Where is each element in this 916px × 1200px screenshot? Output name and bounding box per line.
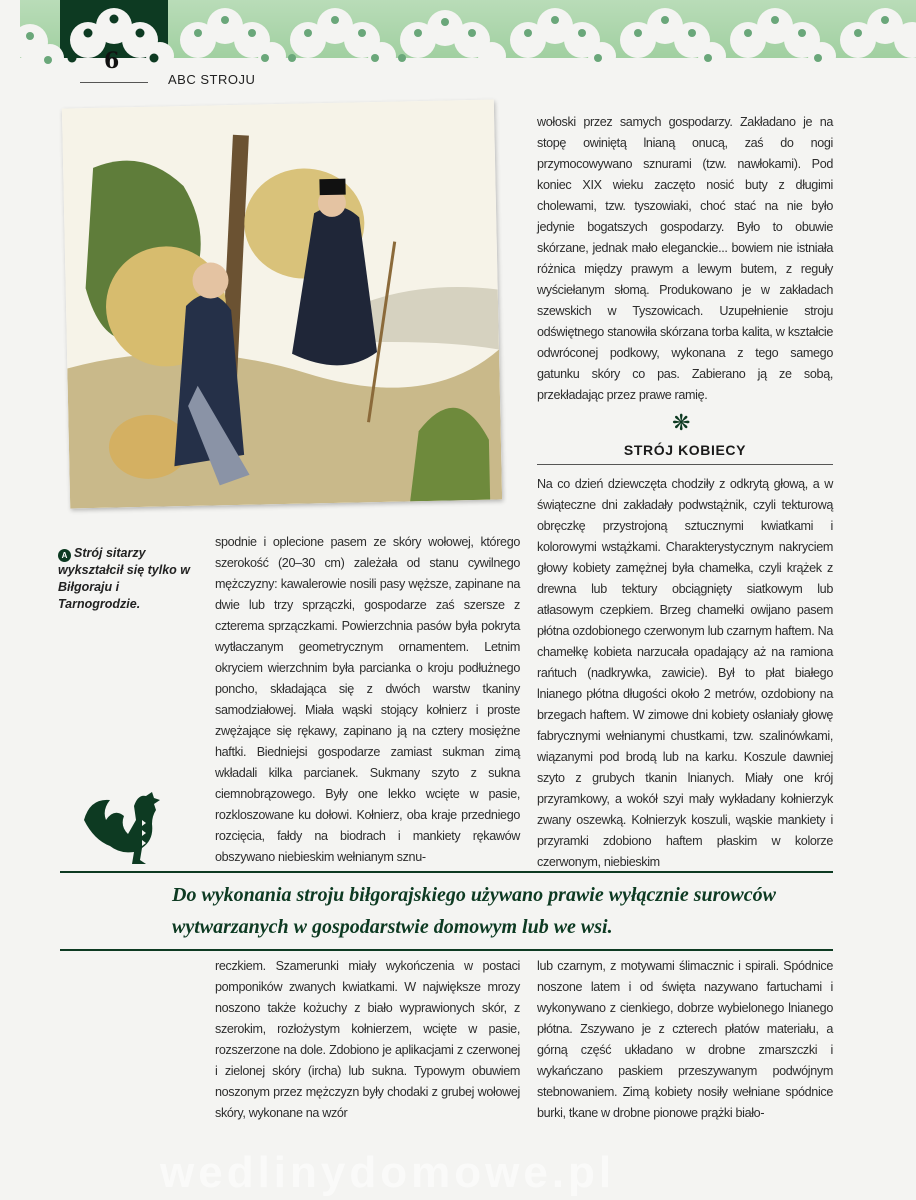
illustration-picture [62,100,502,509]
paragraph: wołoski przez samych gospodarzy. Zakładano je na stopę owiniętą lnianą onucą, zaś do nogi przymocowywano sznurami (tzw. nawłokami). Pod koniec XIX wieku zaczęto nosić buty z długimi cholewami, tzw. tyszowiaki, choć stać na nie było jedynie bogatszych gospodarzy. Było to obuwie skórzane, jednak mało eleganckie... bowiem nie istniała różnica między prawym a lewym butem, z reguły wyściełanym słomą. Produkowano je w zakładach szewskich w Tyszowicach. Uzupełnienie stroju odświętnego stanowiła skórzana torba kalita, w kształcie odwróconej podkowy, wykonana z tego samego gatunku skóry co pas. Zabierano ją ze sobą, przekładając przez prawe ramię. [537,115,833,402]
body-column-bottom-right [537,956,833,1124]
paragraph: Na co dzień dziewczęta chodziły z odkrytą głową, a w świąteczne dni zakładały podwstążnik, czyli tekturową obręczkę przystrojoną sztucznymi kwiatkami i kolorowymi wstążkami. Charakterystycznym nakryciem głowy kobiety zamężnej była chamełka, czyli krążek z drewna lub tektury obciągnięty siatkowym lub atłasowym czepkiem. Brzeg chamełki owijano pasem płótna ozdobionego czerwonym lub czarnym haftem. Na chamełkę kobieta narzucała opadający aż na ramiona rańtuch (nadkrywka, zawicie). Był to płat białego lnianego płótna długości około 2 metrów, ozdobiony na brzegach haftem. W zimowe dni kobiety osłaniały głowę fabrycznymi wełnianymi chustkami, tzw. szalinówkami, wiązanymi pod brodą lub na karku. Koszule dawniej szyto z grubych tkanin lnianych. Miały one krój przyramkowy, a wokół szyi mały wykładany kołnierzyk zwany oszewką. Kołnierzyk koszuli, wąskie mankiety i przyramki zdobiono haftem płaskim w kolorze czerwonym, niebieskim [537,477,833,869]
paragraph: lub czarnym, z motywami ślimacznic i spirali. Spódnice noszone latem i od święta nazywano fartuchami i wykonywano z cienkiego, dobrze wybielonego lnianego płótna. Zszywano je z czterech płatów materiału, a górną część układano w drobne zmarszczki i wykańczano paskiem przeszywanym podwójnym stebnowaniem. Zimą kobiety nosiły wełniane spódnice burki, tkane w drobne pionowe prążki biało- [537,959,833,1120]
lace-border-ornament [0,0,916,80]
rooster-icon [80,790,164,866]
body-column-right-top [537,112,833,406]
body-column-right-mid [537,474,833,873]
paragraph: reczkiem. Szamerunki miały wykończenia w postaci pomponików zwanych kwiatkami. W największe mrozy noszono także kożuchy z biało wyprawionych skór, z szerokim, rozłożystym kołnierzem, wcięte w pasie, rozszerzone na dole. Zdobiono je aplikacjami z czerwonej i zielonej skóry (ircha) lub sukna. Typowym obuwiem noszonym przez mężczyzn były chodaki z grubej wołowej skóry, wykonane na wzór [215,959,520,1120]
page-number: 6 [104,48,120,74]
body-column-left [215,532,520,868]
caption-text: Strój sitarzy wykształcił się tylko w Biłgoraju i Tarnogrodzie. [58,546,191,611]
flower-ornament-icon: ❋ [672,410,691,435]
watermark: wedlinydomowe.pl [160,1148,616,1197]
subheading: STRÓJ KOBIECY [623,442,747,458]
image-caption [58,545,198,613]
pull-quote-rule-top [60,871,833,873]
caption-marker-icon: A [58,549,71,562]
paragraph: spodnie i oplecione pasem ze skóry wołowej, którego szerokość (20–30 cm) zależała od stanu cywilnego mężczyzny: kawalerowie nosili pasy węższe, zapinane na dwie lub trzy sprzączki, gospodarze zaś szersze z czterema sprzączkami. Powierzchnia pasów była pokryta wytłaczanym geometrycznym ornamentem. Letnim okryciem wierzchnim była parcianka o kroju podłużnego poncho, składająca się z dwóch warstw tkaniny samodziałowej. Miała wąski stojący kołnierz i proste zwężające się rękawy, zapinano ją na cztery mosiężne haftki. Biedniejsi gospodarze zamiast sukman zimą wkładali kilka parcianek. Sukmany szyto z sukna ciemnobrązowego. Były one lekko wcięte w pasie, rozkloszowane ku dołowi. Kołnierz, oba kraje przedniego rozcięcia, fałdy na biodrach i mankiety rękawów obszywano niebieskim wełnianym sznu- [215,535,520,864]
folk-costume-illustration [62,100,502,509]
pull-quote-rule-bottom [60,949,833,951]
subheading-rule [537,464,833,465]
header-rule [80,82,148,83]
section-label: ABC STROJU [168,72,256,87]
body-column-bottom-left [215,956,520,1124]
pull-quote: Do wykonania stroju biłgorajskiego używano prawie wyłącznie surowców wytwarzanych w gospodarstwie domowym lub we wsi. [172,884,776,938]
